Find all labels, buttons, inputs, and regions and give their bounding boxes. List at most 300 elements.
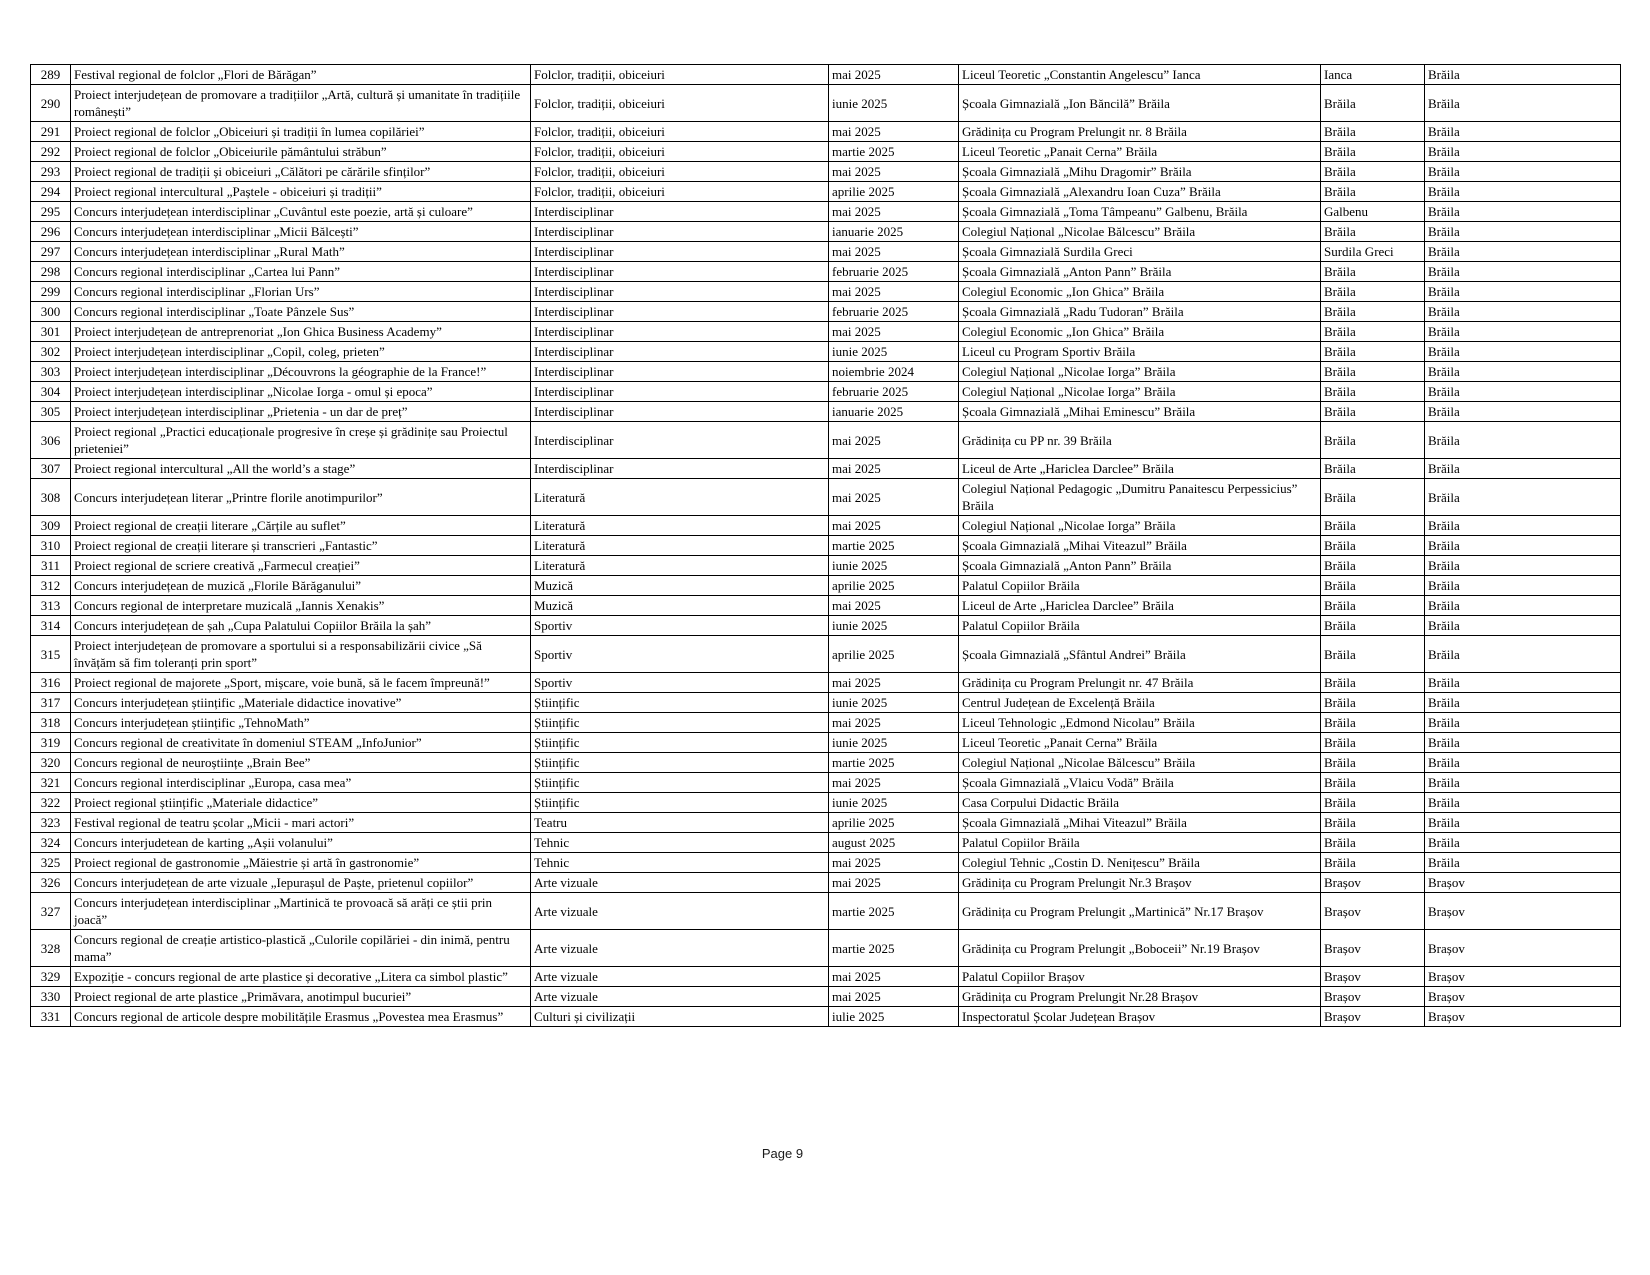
cell-county: Brăila: [1425, 222, 1621, 242]
cell-date: ianuarie 2025: [829, 222, 959, 242]
cell-project-title: Concurs regional interdisciplinar „Europa, casa mea”: [71, 773, 531, 793]
cell-institution: Grădinița cu Program Prelungit nr. 47 Brăila: [959, 673, 1321, 693]
table-row: [31, 222, 1621, 242]
cell-institution: Școala Gimnazială „Mihai Viteazul” Brăila: [959, 536, 1321, 556]
cell-county: Brăila: [1425, 833, 1621, 853]
cell-project-title: Concurs interjudețean interdisciplinar „Micii Bălcești”: [71, 222, 531, 242]
cell-category: Folclor, tradiții, obiceiuri: [531, 122, 829, 142]
cell-county: Brăila: [1425, 733, 1621, 753]
cell-date: februarie 2025: [829, 262, 959, 282]
cell-date: iunie 2025: [829, 616, 959, 636]
cell-number: 299: [31, 282, 71, 302]
cell-number: 328: [31, 930, 71, 967]
cell-number: 305: [31, 402, 71, 422]
cell-project-title: Festival regional de teatru școlar „Micii - mari actori”: [71, 813, 531, 833]
table-row: [31, 616, 1621, 636]
cell-institution: Palatul Copiilor Brăila: [959, 576, 1321, 596]
cell-project-title: Proiect interjudețean de promovare a tradițiilor „Artă, cultură și umanitate în tradițiile românești”: [71, 85, 531, 122]
cell-category: Interdisciplinar: [531, 222, 829, 242]
cell-institution: Casa Corpului Didactic Brăila: [959, 793, 1321, 813]
cell-date: aprilie 2025: [829, 813, 959, 833]
cell-city: Brăila: [1321, 853, 1425, 873]
cell-project-title: Concurs regional interdisciplinar „Cartea lui Pann”: [71, 262, 531, 282]
cell-category: Interdisciplinar: [531, 242, 829, 262]
cell-project-title: Proiect interjudețean interdisciplinar „Nicolae Iorga - omul și epoca”: [71, 382, 531, 402]
cell-date: mai 2025: [829, 122, 959, 142]
cell-number: 321: [31, 773, 71, 793]
cell-category: Muzică: [531, 596, 829, 616]
cell-institution: Palatul Copiilor Brăila: [959, 616, 1321, 636]
cell-institution: Școala Gimnazială „Anton Pann” Brăila: [959, 556, 1321, 576]
cell-date: iunie 2025: [829, 342, 959, 362]
cell-project-title: Proiect regional de arte plastice „Primăvara, anotimpul bucuriei”: [71, 987, 531, 1007]
cell-institution: Grădinița cu Program Prelungit „Martinică” Nr.17 Brașov: [959, 893, 1321, 930]
cell-county: Brașov: [1425, 1007, 1621, 1027]
table-row: [31, 182, 1621, 202]
cell-county: Brăila: [1425, 242, 1621, 262]
cell-number: 322: [31, 793, 71, 813]
cell-institution: Grădinița cu Program Prelungit Nr.28 Brașov: [959, 987, 1321, 1007]
cell-date: februarie 2025: [829, 382, 959, 402]
cell-institution: Grădinița cu PP nr. 39 Brăila: [959, 422, 1321, 459]
cell-number: 314: [31, 616, 71, 636]
cell-project-title: Proiect regional de gastronomie „Măiestrie și artă în gastronomie”: [71, 853, 531, 873]
cell-date: iunie 2025: [829, 733, 959, 753]
cell-city: Brăila: [1321, 142, 1425, 162]
cell-number: 330: [31, 987, 71, 1007]
cell-project-title: Proiect regional de folclor „Obiceiuri și tradiții în lumea copilăriei”: [71, 122, 531, 142]
cell-category: Sportiv: [531, 636, 829, 673]
cell-project-title: Concurs interjudețean de șah „Cupa Palatului Copiilor Brăila la șah”: [71, 616, 531, 636]
cell-date: mai 2025: [829, 516, 959, 536]
cell-county: Brașov: [1425, 930, 1621, 967]
cell-institution: Grădinița cu Program Prelungit Nr.3 Brașov: [959, 873, 1321, 893]
cell-county: Brăila: [1425, 459, 1621, 479]
cell-project-title: Concurs regional de articole despre mobilitățile Erasmus „Povestea mea Erasmus”: [71, 1007, 531, 1027]
cell-number: 300: [31, 302, 71, 322]
table-row: [31, 693, 1621, 713]
cell-county: Brăila: [1425, 853, 1621, 873]
cell-category: Literatură: [531, 516, 829, 536]
cell-city: Brăila: [1321, 122, 1425, 142]
table-row: [31, 576, 1621, 596]
cell-city: Brașov: [1321, 987, 1425, 1007]
cell-institution: Școala Gimnazială „Radu Tudoran” Brăila: [959, 302, 1321, 322]
table-row: [31, 967, 1621, 987]
cell-county: Brăila: [1425, 556, 1621, 576]
cell-project-title: Concurs interjudețean științific „Materiale didactice inovative”: [71, 693, 531, 713]
table-row: [31, 402, 1621, 422]
cell-category: Interdisciplinar: [531, 382, 829, 402]
cell-project-title: Concurs regional de neuroștiințe „Brain Bee”: [71, 753, 531, 773]
cell-county: Brăila: [1425, 85, 1621, 122]
cell-institution: Colegiul Economic „Ion Ghica” Brăila: [959, 282, 1321, 302]
cell-number: 291: [31, 122, 71, 142]
cell-number: 325: [31, 853, 71, 873]
cell-county: Brăila: [1425, 753, 1621, 773]
cell-county: Brașov: [1425, 967, 1621, 987]
cell-institution: Liceul Teoretic „Constantin Angelescu” Ianca: [959, 65, 1321, 85]
cell-project-title: Proiect regional de creații literare și transcrieri „Fantastic”: [71, 536, 531, 556]
cell-city: Brăila: [1321, 616, 1425, 636]
cell-date: aprilie 2025: [829, 182, 959, 202]
cell-county: Brăila: [1425, 693, 1621, 713]
cell-city: Brăila: [1321, 596, 1425, 616]
cell-date: noiembrie 2024: [829, 362, 959, 382]
cell-number: 307: [31, 459, 71, 479]
cell-date: martie 2025: [829, 930, 959, 967]
cell-city: Brăila: [1321, 576, 1425, 596]
cell-date: iunie 2025: [829, 85, 959, 122]
cell-category: Interdisciplinar: [531, 402, 829, 422]
table-row: [31, 516, 1621, 536]
cell-number: 331: [31, 1007, 71, 1027]
cell-county: Brăila: [1425, 773, 1621, 793]
cell-date: iunie 2025: [829, 793, 959, 813]
cell-county: Brăila: [1425, 636, 1621, 673]
cell-city: Brașov: [1321, 893, 1425, 930]
cell-date: ianuarie 2025: [829, 402, 959, 422]
cell-city: Brașov: [1321, 1007, 1425, 1027]
cell-category: Muzică: [531, 576, 829, 596]
cell-city: Brăila: [1321, 556, 1425, 576]
cell-county: Brăila: [1425, 282, 1621, 302]
cell-number: 298: [31, 262, 71, 282]
cell-date: mai 2025: [829, 479, 959, 516]
cell-category: Științific: [531, 753, 829, 773]
table-row: [31, 262, 1621, 282]
cell-institution: Liceul cu Program Sportiv Brăila: [959, 342, 1321, 362]
cell-institution: Grădinița cu Program Prelungit nr. 8 Brăila: [959, 122, 1321, 142]
cell-category: Interdisciplinar: [531, 322, 829, 342]
cell-category: Științific: [531, 773, 829, 793]
cell-date: mai 2025: [829, 65, 959, 85]
cell-date: mai 2025: [829, 873, 959, 893]
cell-category: Științific: [531, 693, 829, 713]
cell-category: Interdisciplinar: [531, 362, 829, 382]
table-row: [31, 833, 1621, 853]
cell-institution: Palatul Copiilor Brașov: [959, 967, 1321, 987]
cell-city: Brăila: [1321, 673, 1425, 693]
table-row: [31, 479, 1621, 516]
cell-institution: Școala Gimnazială „Mihu Dragomir” Brăila: [959, 162, 1321, 182]
cell-number: 293: [31, 162, 71, 182]
cell-date: mai 2025: [829, 596, 959, 616]
cell-project-title: Concurs interjudețean literar „Printre florile anotimpurilor”: [71, 479, 531, 516]
cell-category: Literatură: [531, 479, 829, 516]
cell-institution: Colegiul Național „Nicolae Iorga” Brăila: [959, 516, 1321, 536]
table-row: [31, 362, 1621, 382]
table-row: [31, 596, 1621, 616]
cell-county: Brăila: [1425, 182, 1621, 202]
cell-category: Interdisciplinar: [531, 302, 829, 322]
cell-city: Brăila: [1321, 402, 1425, 422]
cell-institution: Grădinița cu Program Prelungit „Boboceii” Nr.19 Brașov: [959, 930, 1321, 967]
cell-number: 297: [31, 242, 71, 262]
cell-city: Brăila: [1321, 536, 1425, 556]
cell-project-title: Proiect regional de folclor „Obiceiurile pământului străbun”: [71, 142, 531, 162]
cell-county: Brașov: [1425, 987, 1621, 1007]
cell-institution: Școala Gimnazială „Anton Pann” Brăila: [959, 262, 1321, 282]
cell-project-title: Proiect regional intercultural „All the world’s a stage”: [71, 459, 531, 479]
cell-institution: Palatul Copiilor Brăila: [959, 833, 1321, 853]
cell-city: Brăila: [1321, 302, 1425, 322]
cell-project-title: Expoziție - concurs regional de arte plastice și decorative „Litera ca simbol plastic”: [71, 967, 531, 987]
cell-date: august 2025: [829, 833, 959, 853]
cell-institution: Colegiul Economic „Ion Ghica” Brăila: [959, 322, 1321, 342]
cell-category: Tehnic: [531, 833, 829, 853]
cell-county: Brăila: [1425, 793, 1621, 813]
cell-project-title: Proiect regional științific „Materiale didactice”: [71, 793, 531, 813]
cell-number: 319: [31, 733, 71, 753]
cell-date: iunie 2025: [829, 556, 959, 576]
cell-number: 309: [31, 516, 71, 536]
cell-number: 308: [31, 479, 71, 516]
table-row: [31, 853, 1621, 873]
cell-county: Brăila: [1425, 813, 1621, 833]
cell-number: 311: [31, 556, 71, 576]
cell-category: Arte vizuale: [531, 987, 829, 1007]
cell-category: Culturi și civilizații: [531, 1007, 829, 1027]
cell-county: Brăila: [1425, 65, 1621, 85]
table-row: [31, 422, 1621, 459]
cell-category: Tehnic: [531, 853, 829, 873]
table-row: [31, 322, 1621, 342]
cell-project-title: Concurs regional de creație artistico-plastică „Culorile copilăriei - din inimă, pentru mama”: [71, 930, 531, 967]
table-row: [31, 202, 1621, 222]
cell-category: Folclor, tradiții, obiceiuri: [531, 182, 829, 202]
cell-date: mai 2025: [829, 322, 959, 342]
cell-number: 313: [31, 596, 71, 616]
cell-date: februarie 2025: [829, 302, 959, 322]
cell-institution: Colegiul Tehnic „Costin D. Nenițescu” Brăila: [959, 853, 1321, 873]
projects-table: [30, 64, 1621, 1027]
cell-date: aprilie 2025: [829, 636, 959, 673]
cell-county: Brăila: [1425, 342, 1621, 362]
cell-city: Brăila: [1321, 162, 1425, 182]
table-row: [31, 733, 1621, 753]
cell-category: Interdisciplinar: [531, 262, 829, 282]
cell-county: Brăila: [1425, 516, 1621, 536]
cell-category: Sportiv: [531, 616, 829, 636]
table-row: [31, 382, 1621, 402]
cell-project-title: Concurs interjudețean interdisciplinar „Martinică te provoacă să arăți ce știi prin joacă”: [71, 893, 531, 930]
cell-county: Brăila: [1425, 302, 1621, 322]
cell-number: 301: [31, 322, 71, 342]
cell-city: Brăila: [1321, 516, 1425, 536]
cell-number: 317: [31, 693, 71, 713]
table-row: [31, 556, 1621, 576]
cell-category: Științific: [531, 733, 829, 753]
cell-city: Brăila: [1321, 322, 1425, 342]
cell-category: Arte vizuale: [531, 930, 829, 967]
cell-city: Brăila: [1321, 422, 1425, 459]
table-row: [31, 162, 1621, 182]
cell-county: Brăila: [1425, 122, 1621, 142]
cell-project-title: Proiect interjudețean interdisciplinar „Prietenia - un dar de preț”: [71, 402, 531, 422]
cell-date: martie 2025: [829, 893, 959, 930]
cell-city: Brăila: [1321, 342, 1425, 362]
table-row: [31, 893, 1621, 930]
table-row: [31, 1007, 1621, 1027]
cell-number: 290: [31, 85, 71, 122]
table-row: [31, 636, 1621, 673]
cell-county: Brăila: [1425, 536, 1621, 556]
cell-category: Interdisciplinar: [531, 202, 829, 222]
cell-city: Brașov: [1321, 930, 1425, 967]
cell-category: Folclor, tradiții, obiceiuri: [531, 142, 829, 162]
cell-number: 316: [31, 673, 71, 693]
table-row: [31, 793, 1621, 813]
cell-date: mai 2025: [829, 422, 959, 459]
cell-county: Brașov: [1425, 893, 1621, 930]
cell-city: Brăila: [1321, 222, 1425, 242]
cell-county: Brăila: [1425, 713, 1621, 733]
cell-date: iulie 2025: [829, 1007, 959, 1027]
table-row: [31, 813, 1621, 833]
cell-institution: Inspectoratul Școlar Județean Brașov: [959, 1007, 1321, 1027]
cell-number: 289: [31, 65, 71, 85]
cell-date: mai 2025: [829, 282, 959, 302]
cell-institution: Centrul Județean de Excelență Brăila: [959, 693, 1321, 713]
cell-county: Brăila: [1425, 576, 1621, 596]
cell-number: 312: [31, 576, 71, 596]
cell-category: Arte vizuale: [531, 873, 829, 893]
cell-project-title: Proiect regional de creații literare „Cărțile au suflet”: [71, 516, 531, 536]
cell-institution: Liceul de Arte „Hariclea Darclee” Brăila: [959, 459, 1321, 479]
table-row: [31, 85, 1621, 122]
cell-county: Brăila: [1425, 202, 1621, 222]
cell-project-title: Concurs interjudețean de muzică „Florile Bărăganului”: [71, 576, 531, 596]
cell-institution: Liceul de Arte „Hariclea Darclee” Brăila: [959, 596, 1321, 616]
cell-institution: Școala Gimnazială „Ion Băncilă” Brăila: [959, 85, 1321, 122]
cell-number: 310: [31, 536, 71, 556]
cell-date: aprilie 2025: [829, 576, 959, 596]
cell-category: Folclor, tradiții, obiceiuri: [531, 162, 829, 182]
cell-number: 304: [31, 382, 71, 402]
cell-county: Brăila: [1425, 362, 1621, 382]
cell-category: Științific: [531, 713, 829, 733]
cell-institution: Școala Gimnazială „Alexandru Ioan Cuza” Brăila: [959, 182, 1321, 202]
cell-institution: Școala Gimnazială „Mihai Eminescu” Brăila: [959, 402, 1321, 422]
table-row: [31, 342, 1621, 362]
cell-category: Literatură: [531, 556, 829, 576]
cell-city: Brăila: [1321, 833, 1425, 853]
cell-city: Brăila: [1321, 733, 1425, 753]
table-row: [31, 65, 1621, 85]
cell-county: Brăila: [1425, 262, 1621, 282]
cell-date: mai 2025: [829, 459, 959, 479]
cell-project-title: Concurs interjudețean interdisciplinar „Rural Math”: [71, 242, 531, 262]
cell-project-title: Concurs interjudețean științific „TehnoMath”: [71, 713, 531, 733]
cell-city: Brăila: [1321, 262, 1425, 282]
table-row: [31, 930, 1621, 967]
cell-date: mai 2025: [829, 853, 959, 873]
cell-project-title: Proiect regional „Practici educaționale progresive în creșe și grădinițe sau Proiectul prieteniei”: [71, 422, 531, 459]
table-row: [31, 536, 1621, 556]
cell-number: 315: [31, 636, 71, 673]
cell-institution: Liceul Teoretic „Panait Cerna” Brăila: [959, 142, 1321, 162]
cell-institution: Școala Gimnazială „Mihai Viteazul” Brăila: [959, 813, 1321, 833]
cell-county: Brăila: [1425, 673, 1621, 693]
cell-project-title: Concurs regional interdisciplinar „Florian Urs”: [71, 282, 531, 302]
cell-county: Brăila: [1425, 322, 1621, 342]
cell-city: Brăila: [1321, 362, 1425, 382]
cell-category: Interdisciplinar: [531, 282, 829, 302]
cell-number: 303: [31, 362, 71, 382]
cell-date: mai 2025: [829, 987, 959, 1007]
cell-city: Brăila: [1321, 813, 1425, 833]
cell-institution: Colegiul Național Pedagogic „Dumitru Panaitescu Perpessicius” Brăila: [959, 479, 1321, 516]
cell-project-title: Proiect regional de majorete „Sport, mișcare, voie bună, să le facem împreună!”: [71, 673, 531, 693]
cell-date: mai 2025: [829, 202, 959, 222]
cell-city: Brăila: [1321, 793, 1425, 813]
cell-city: Galbenu: [1321, 202, 1425, 222]
cell-category: Literatură: [531, 536, 829, 556]
cell-city: Brașov: [1321, 967, 1425, 987]
cell-category: Sportiv: [531, 673, 829, 693]
cell-county: Brăila: [1425, 596, 1621, 616]
cell-project-title: Proiect interjudețean de promovare a sportului si a responsabilizării civice „Să învățăm să fim toleranți prin sport”: [71, 636, 531, 673]
cell-date: mai 2025: [829, 162, 959, 182]
cell-category: Arte vizuale: [531, 893, 829, 930]
cell-number: 296: [31, 222, 71, 242]
cell-county: Brăila: [1425, 422, 1621, 459]
cell-number: 320: [31, 753, 71, 773]
cell-number: 327: [31, 893, 71, 930]
table-row: [31, 673, 1621, 693]
cell-project-title: Concurs regional de creativitate în domeniul STEAM „InfoJunior”: [71, 733, 531, 753]
cell-county: Brăila: [1425, 162, 1621, 182]
cell-project-title: Proiect interjudețean interdisciplinar „Découvrons la géographie de la France!”: [71, 362, 531, 382]
cell-project-title: Proiect interjudețean interdisciplinar „Copil, coleg, prieten”: [71, 342, 531, 362]
cell-city: Brăila: [1321, 85, 1425, 122]
cell-category: Arte vizuale: [531, 967, 829, 987]
cell-category: Interdisciplinar: [531, 459, 829, 479]
cell-number: 323: [31, 813, 71, 833]
cell-county: Brăila: [1425, 402, 1621, 422]
table-row: [31, 873, 1621, 893]
cell-project-title: Concurs regional interdisciplinar „Toate Pânzele Sus”: [71, 302, 531, 322]
cell-date: martie 2025: [829, 536, 959, 556]
cell-category: Folclor, tradiții, obiceiuri: [531, 85, 829, 122]
table-row: [31, 459, 1621, 479]
cell-number: 329: [31, 967, 71, 987]
cell-category: Interdisciplinar: [531, 422, 829, 459]
table-row: [31, 302, 1621, 322]
cell-number: 326: [31, 873, 71, 893]
table-row: [31, 987, 1621, 1007]
cell-county: Brăila: [1425, 142, 1621, 162]
cell-institution: Școala Gimnazială „Sfântul Andrei” Brăila: [959, 636, 1321, 673]
cell-county: Brăila: [1425, 382, 1621, 402]
cell-date: martie 2025: [829, 753, 959, 773]
cell-institution: Colegiul Național „Nicolae Bălcescu” Brăila: [959, 222, 1321, 242]
cell-date: iunie 2025: [829, 693, 959, 713]
cell-number: 318: [31, 713, 71, 733]
cell-project-title: Proiect regional de tradiții și obiceiuri „Călători pe cărările sfinților”: [71, 162, 531, 182]
cell-project-title: Proiect regional de scriere creativă „Farmecul creației”: [71, 556, 531, 576]
cell-project-title: Concurs interjudețean de arte vizuale „Iepurașul de Paște, prietenul copiilor”: [71, 873, 531, 893]
cell-category: Folclor, tradiții, obiceiuri: [531, 65, 829, 85]
cell-institution: Școala Gimnazială „Vlaicu Vodă” Brăila: [959, 773, 1321, 793]
projects-table-body: [31, 65, 1621, 1027]
cell-category: Teatru: [531, 813, 829, 833]
cell-date: mai 2025: [829, 713, 959, 733]
cell-number: 294: [31, 182, 71, 202]
cell-number: 302: [31, 342, 71, 362]
cell-date: mai 2025: [829, 773, 959, 793]
